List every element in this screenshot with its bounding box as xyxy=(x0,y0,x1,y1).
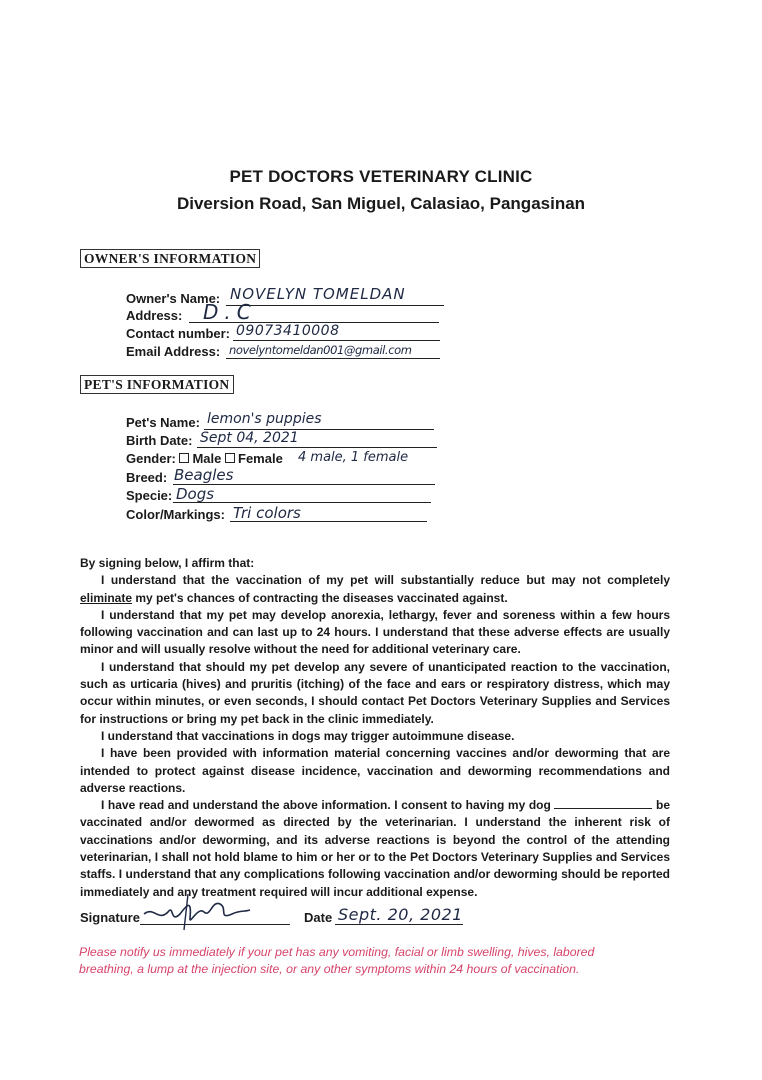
pet-name-field[interactable]: lemon's puppies xyxy=(207,411,322,427)
owner-contact-label: Contact number: xyxy=(126,326,230,341)
clinic-address: Diversion Road, San Miguel, Calasiao, Pangasinan xyxy=(176,194,586,213)
owner-email-line xyxy=(226,358,440,359)
owner-contact-field[interactable]: 09073410008 xyxy=(236,323,340,339)
signature-mark[interactable] xyxy=(140,892,255,934)
consent-paragraph-2: I understand that my pet may develop anorexia, lethargy, fever and soreness within a few hours following vaccination and can last up to 24 hours. I understand that these adverse effects are usually minor and will usually resolve without the need for additional veterinary care. xyxy=(80,607,670,657)
pet-color-field[interactable]: Tri colors xyxy=(233,504,301,522)
vaccination-notice: Please notify us immediately if your pet has any vomiting, facial or limb swelling, hives, labored breathing, a lump at the injection site, or any other symptoms within 24 hours of vaccination. xyxy=(79,945,595,976)
pet-birthdate-line xyxy=(197,447,437,448)
consent-paragraph-4: I understand that vaccinations in dogs may trigger autoimmune disease. xyxy=(101,728,515,743)
pet-specie-field[interactable]: Dogs xyxy=(176,485,215,503)
consent-paragraph-1: I understand that the vaccination of my pet will substantially reduce but may not completely eliminate my pet's chances of contracting the diseases vaccinated against. xyxy=(80,573,670,605)
consent-paragraph-3: I understand that should my pet develop any severe of unanticipated reaction to the vaccination, such as urticaria (hives) and pruritis (itching) of the face and ears or respiratory distress, which may occur within minutes, or even seconds, I should contact Pet Doctors Veterinary Supplies and Services for instructions or bring my pet back in the clinic immediately. xyxy=(80,659,670,726)
pet-birthdate-field[interactable]: Sept 04, 2021 xyxy=(200,430,299,446)
pet-birthdate-label: Birth Date: xyxy=(126,433,193,448)
clinic-name: PET DOCTORS VETERINARY CLINIC xyxy=(229,167,533,186)
consent-text xyxy=(80,555,670,901)
dog-name-blank[interactable] xyxy=(554,797,652,809)
pet-breed-field[interactable]: Beagles xyxy=(174,466,234,484)
owner-name-line xyxy=(226,305,444,306)
consent-paragraph-5: I have been provided with information material concerning vaccines and/or deworming that are intended to protect against disease incidence, vaccination and deworming recommendations and adverse reactions. xyxy=(80,746,670,795)
pet-name-label: Pet's Name: xyxy=(126,415,200,430)
male-option-label: Male xyxy=(192,451,222,466)
pet-section-heading: PET'S INFORMATION xyxy=(80,375,234,394)
owner-contact-line xyxy=(233,340,440,341)
owner-name-field[interactable]: NOVELYN TOMELDAN xyxy=(230,285,406,303)
owner-email-label: Email Address: xyxy=(126,344,221,359)
signature-label: Signature xyxy=(80,910,140,925)
female-option-label: Female xyxy=(238,451,283,466)
pet-gender-field[interactable]: 4 male, 1 female xyxy=(298,450,409,465)
pet-breed-label: Breed: xyxy=(126,470,168,485)
owner-address-field[interactable]: D.C xyxy=(203,300,257,324)
date-line xyxy=(335,924,463,925)
date-field[interactable]: Sept. 20, 2021 xyxy=(338,905,463,924)
owner-section-heading: OWNER'S INFORMATION xyxy=(80,249,260,268)
consent-paragraph-6: I have read and understand the above information. I consent to having my dog be vaccinated and/or dewormed as directed by the veterinarian. I understand the inherent risk of vaccinations and/or deworming, and its adverse reactions is beyond the control of the attending veterinarian, I shall not hold blame to him or her or to the Pet Doctors Veterinary Supplies and Services staffs. I understand that any complications following vaccination and/or deworming should be reported immediately and any treatment required will incur additional expense. xyxy=(80,798,670,899)
consent-intro: By signing below, I affirm that: xyxy=(80,556,255,570)
date-label: Date xyxy=(304,910,333,925)
owner-address-label: Address: xyxy=(126,308,183,323)
pet-gender-label: Gender: xyxy=(126,451,176,466)
pet-specie-label: Specie: xyxy=(126,488,173,503)
owner-email-field[interactable]: novelyntomeldan001@gmail.com xyxy=(229,343,412,357)
pet-color-label: Color/Markings: xyxy=(126,507,225,522)
female-checkbox[interactable] xyxy=(225,453,235,463)
male-checkbox[interactable] xyxy=(179,453,189,463)
owner-name-label: Owner's Name: xyxy=(126,291,221,306)
